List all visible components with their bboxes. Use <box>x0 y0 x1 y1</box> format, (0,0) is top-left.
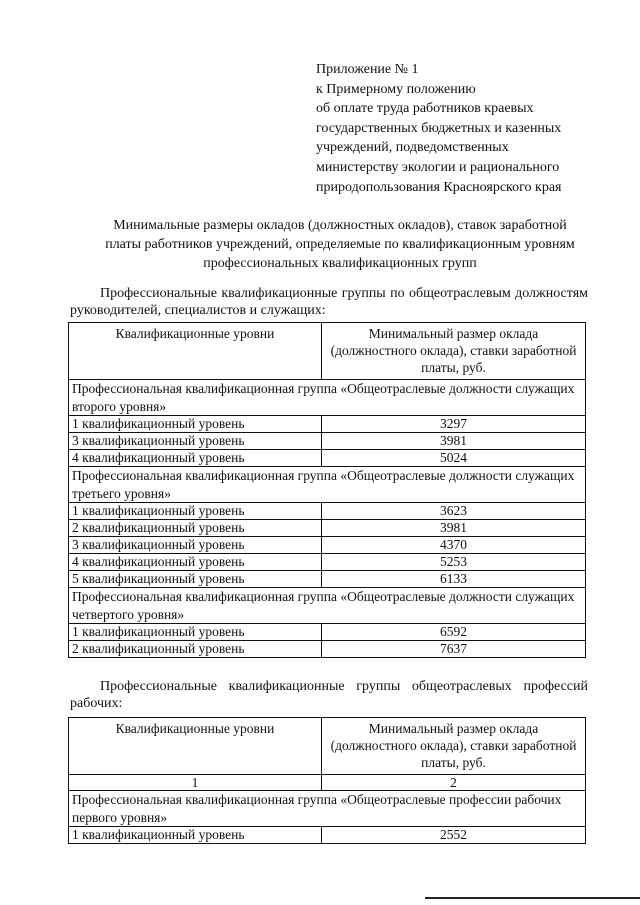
appendix-line: Приложение № 1 <box>316 62 419 77</box>
group-row <box>69 588 586 624</box>
title-line: платы работников учреждений, определяемые по квалификационным уровням <box>105 237 575 252</box>
appendix-line: об оплате труда работников краевых <box>316 101 534 117</box>
value-cell: 7637 <box>322 641 586 658</box>
table-row <box>69 433 586 450</box>
table-row <box>69 450 586 467</box>
value-cell: 3623 <box>322 503 586 520</box>
value-cell: 5253 <box>322 554 586 571</box>
column-number: 2 <box>322 775 586 791</box>
level-cell: 1 квалификационный уровень <box>69 827 322 844</box>
group-name: Профессиональная квалификационная группа «Общеотраслевые должности служащих четвертого уровня» <box>69 588 586 624</box>
table-row <box>69 554 586 571</box>
column-number-row <box>69 775 586 791</box>
group-name: Профессиональная квалификационная группа «Общеотраслевые должности служащих третьего уровня» <box>69 467 586 503</box>
level-cell: 1 квалификационный уровень <box>69 624 322 641</box>
level-cell: 4 квалификационный уровень <box>69 554 322 571</box>
header-salary: Минимальный размер оклада (должностного оклада), ставки заработной платы, руб. <box>322 323 586 380</box>
appendix-line: государственных бюджетных и казенных <box>316 120 562 136</box>
level-cell: 2 квалификационный уровень <box>69 641 322 658</box>
level-cell: 5 квалификационный уровень <box>69 571 322 588</box>
level-cell: 1 квалификационный уровень <box>69 503 322 520</box>
appendix-line: министерству экологии и рационального <box>316 159 560 175</box>
appendix-line: природопользования Красноярского края <box>316 179 562 195</box>
appendix-line: учреждений, подведомственных <box>316 140 509 156</box>
table-row <box>69 827 586 844</box>
section1-intro: Профессиональные квалификационные группы по общеотраслевым должностям руководителей, специалистов и служащих: <box>70 286 588 318</box>
level-cell: 3 квалификационный уровень <box>69 537 322 554</box>
table-row <box>69 416 586 433</box>
appendix-line: к Примерному положению <box>316 81 476 97</box>
level-cell: 3 квалификационный уровень <box>69 433 322 450</box>
level-cell: 4 квалификационный уровень <box>69 450 322 467</box>
level-cell: 2 квалификационный уровень <box>69 520 322 537</box>
header-levels: Квалификационные уровни <box>69 718 322 775</box>
value-cell: 6592 <box>322 624 586 641</box>
table-row <box>69 503 586 520</box>
group-name: Профессиональная квалификационная группа «Общеотраслевые должности служащих второго уровня» <box>69 380 586 416</box>
table-row <box>69 571 586 588</box>
header-levels: Квалификационные уровни <box>69 323 322 380</box>
table-row <box>69 641 586 658</box>
value-cell: 4370 <box>322 537 586 554</box>
column-number: 1 <box>69 775 322 791</box>
salary-table-employees <box>68 322 586 658</box>
section2-intro: Профессиональные квалификационные группы общеотраслевых профессий рабочих: <box>70 679 588 711</box>
value-cell: 6133 <box>322 571 586 588</box>
title-line: Минимальные размеры окладов (должностных окладов), ставок заработной <box>113 218 567 233</box>
value-cell: 3981 <box>322 520 586 537</box>
value-cell: 2552 <box>322 827 586 844</box>
group-row <box>69 467 586 503</box>
value-cell: 5024 <box>322 450 586 467</box>
appendix-header <box>316 60 616 197</box>
group-row <box>69 380 586 416</box>
group-row <box>69 791 586 827</box>
document-title <box>50 216 630 273</box>
group-name: Профессиональная квалификационная группа «Общеотраслевые профессии рабочих первого уровня» <box>69 791 586 827</box>
scan-edge-line <box>425 897 640 899</box>
table-header-row <box>69 323 586 380</box>
salary-table-workers <box>68 717 586 844</box>
title-line: профессиональных квалификационных групп <box>203 256 477 271</box>
value-cell: 3981 <box>322 433 586 450</box>
value-cell: 3297 <box>322 416 586 433</box>
table-row <box>69 624 586 641</box>
table-header-row <box>69 718 586 775</box>
table-row <box>69 537 586 554</box>
level-cell: 1 квалификационный уровень <box>69 416 322 433</box>
table-row <box>69 520 586 537</box>
header-salary: Минимальный размер оклада (должностного оклада), ставки заработной платы, руб. <box>322 718 586 775</box>
